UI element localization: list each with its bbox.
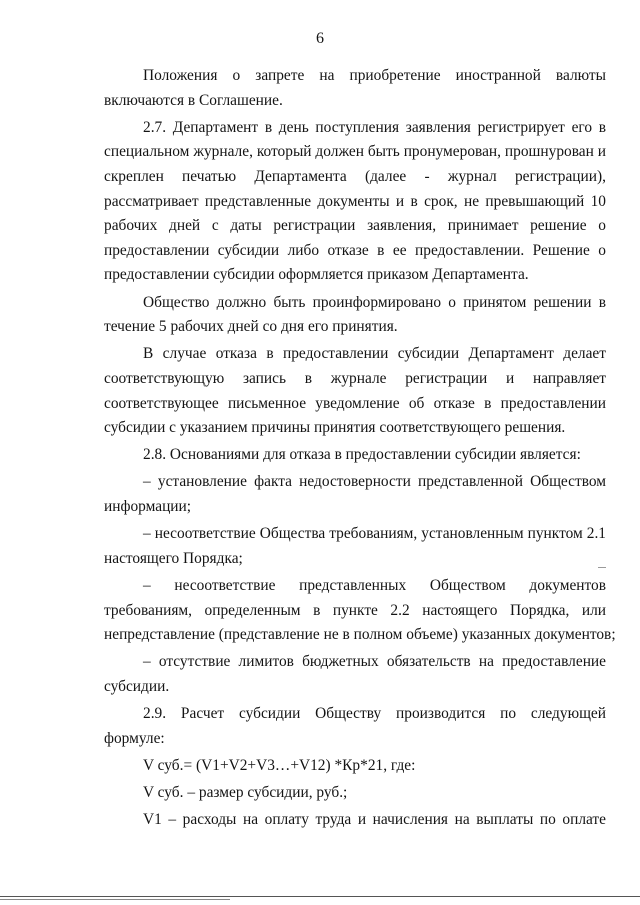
text-line: В случае отказа в предоставлении субсидии Департамент делает	[143, 345, 606, 363]
text-line: требованиям, определенным в пункте 2.2 настоящего Порядка, или	[104, 601, 606, 619]
text-line: рабочих дней с даты регистрации заявления, принимает решение о	[104, 217, 606, 235]
text-line: специальном журнале, который должен быть пронумерован, прошнурован и	[104, 143, 606, 161]
text-line: непредставление (представление не в полном объеме) указанных документов;	[104, 626, 616, 644]
text-line: 2.7. Департамент в день поступления заявления регистрирует его в	[143, 118, 606, 136]
text-line: Общество должно быть проинформировано о принятом решении в	[143, 293, 606, 311]
text-line: 2.8. Основаниями для отказа в предоставлении субсидии является:	[143, 446, 581, 464]
text-line: скреплен печатью Департамента (далее - журнал регистрации),	[104, 167, 606, 185]
text-line: течение 5 рабочих дней со дня его принятия.	[104, 318, 398, 336]
page-bottom-edge	[0, 896, 640, 897]
text-line: V суб. – размер субсидии, руб.;	[143, 784, 348, 802]
text-line: соответствующую запись в журнале регистрации и направляет	[104, 369, 606, 387]
text-line: субсидии с указанием причины принятия соответствующего решения.	[104, 419, 566, 437]
scan-speck	[598, 567, 606, 568]
text-line: V1 – расходы на оплату труда и начисления на выплаты по оплате	[143, 811, 606, 829]
text-line: соответствующее письменное уведомление об отказе в предоставлении	[104, 394, 606, 412]
text-line: 2.9. Расчет субсидии Обществу производится по следующей	[143, 705, 606, 723]
page-bottom-edge-secondary	[0, 899, 230, 900]
text-line: V суб.= (V1+V2+V3…+V12) *Кр*21, где:	[143, 756, 416, 774]
text-line: предоставлении субсидии либо отказе в ее предоставлении. Решение о	[104, 241, 606, 259]
page-number: 6	[316, 30, 324, 47]
text-line: предоставлении субсидии оформляется приказом Департамента.	[104, 266, 529, 284]
text-line: Положения о запрете на приобретение иностранной валюты	[143, 67, 606, 84]
text-line: настоящего Порядка;	[104, 549, 243, 567]
text-line: – несоответствие представленных Обществом документов	[143, 577, 606, 595]
text-line: – отсутствие лимитов бюджетных обязательств на предоставление	[143, 653, 606, 671]
text-line: формуле:	[104, 729, 165, 747]
text-line: информации;	[104, 498, 192, 516]
text-line: – установление факта недостоверности представленной Обществом	[143, 473, 606, 491]
document-body	[104, 64, 616, 833]
text-line: включаются в Соглашение.	[104, 91, 283, 109]
text-line: – несоответствие Общества требованиям, установленным пунктом 2.1	[143, 525, 606, 543]
text-line: рассматривает представленные документы и в срок, не превышающий 10	[104, 192, 606, 210]
text-line: субсидии.	[104, 678, 170, 695]
